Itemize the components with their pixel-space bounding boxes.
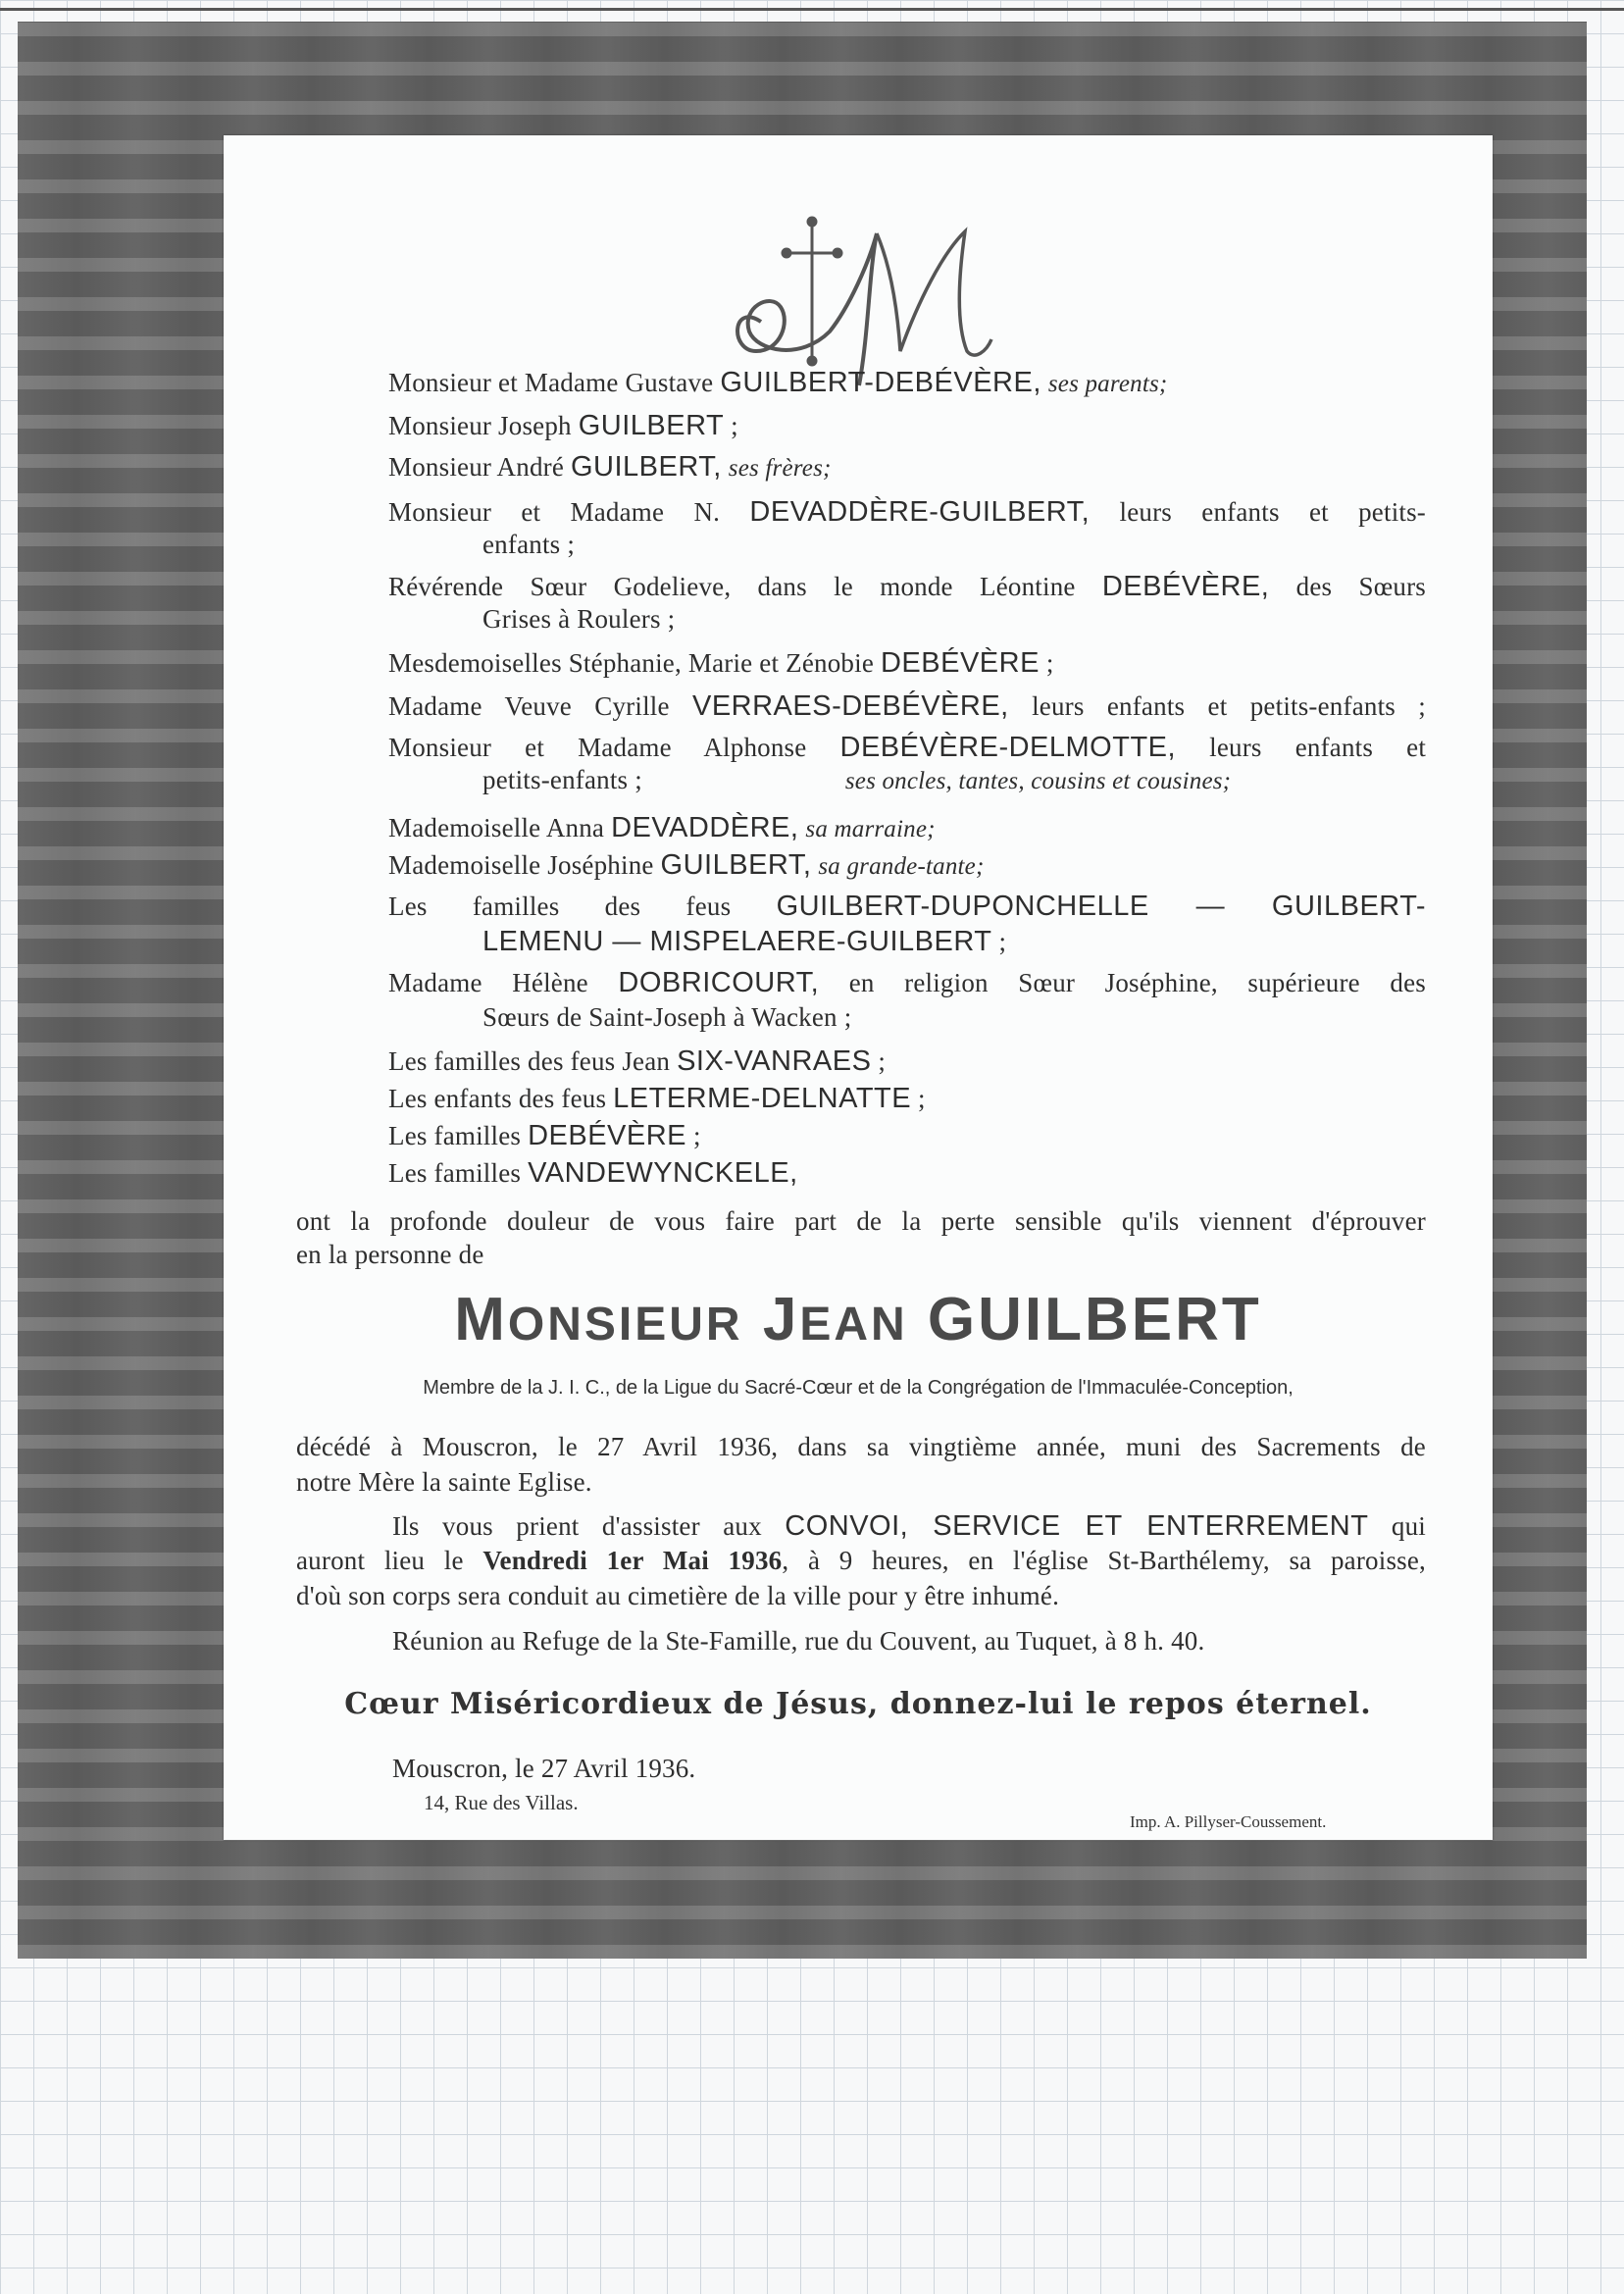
mourner-relation: sa grande-tante; xyxy=(818,853,985,880)
deceased-name: MONSIEUR JEAN GUILBERT xyxy=(454,1286,1262,1353)
mourner-line xyxy=(388,571,1426,603)
mourner-line xyxy=(482,765,1231,795)
mourner-relation: ; xyxy=(1045,648,1054,678)
mourner-given-name: Monsieur et Madame Gustave xyxy=(388,368,714,397)
closing-place-date: Mouscron, le 27 Avril 1936. xyxy=(392,1754,696,1783)
mourner-given-name: Mademoiselle Joséphine xyxy=(388,850,654,880)
mourner-family-name: VERRAES-DEBÉVÈRE, xyxy=(691,690,1009,722)
mourner-relation: ses frères; xyxy=(728,455,832,482)
mourner-family-name: GUILBERT-DUPONCHELLE — GUILBERT- xyxy=(776,891,1426,922)
mourner-given-name: Les familles xyxy=(388,1121,522,1150)
invite-line: d'où son corps sera conduit au cimetière de la ville pour y être inhumé. xyxy=(296,1581,1060,1610)
mourner-relation: sa marraine; xyxy=(805,816,936,842)
mourner-line xyxy=(388,732,1426,764)
mourner-relation: leurs enfants et xyxy=(1209,733,1427,762)
mourner-line xyxy=(388,690,1426,723)
mourner-family-name: DEBÉVÈRE xyxy=(528,1120,687,1151)
mourner-relation: ses oncles, tantes, cousins et cousines; xyxy=(844,768,1232,794)
mourner-given-name: Mesdemoiselles Stéphanie, Marie et Zénobie xyxy=(388,648,875,678)
mourner-line xyxy=(388,496,1426,529)
mourner-line xyxy=(388,1120,701,1152)
mourning-card xyxy=(224,135,1493,1840)
scan-top-rule xyxy=(0,8,1624,11)
mourner-given-name: Les enfants des feus xyxy=(388,1084,607,1113)
mourner-relation: ; xyxy=(918,1084,926,1113)
mourner-family-name: DEBÉVÈRE-DELMOTTE, xyxy=(839,732,1177,763)
prayer-line: Cœur Miséricordieux de Jésus, donnez-lui le repos éternel. xyxy=(344,1687,1372,1721)
invite-line: Ils vous prient d'assister aux CONVOI, SERVICE ET ENTERREMENT qui xyxy=(392,1510,1426,1542)
mourner-line xyxy=(482,1002,851,1033)
mourner-family-name: SIX-VANRAES xyxy=(677,1045,872,1077)
mourner-family-name: LETERME-DELNATTE xyxy=(613,1083,912,1114)
mourner-relation: ses parents; xyxy=(1047,371,1168,397)
mourner-family-name: DOBRICOURT, xyxy=(618,967,820,998)
mourner-given-name: Sœurs de Saint-Joseph à Wacken ; xyxy=(482,1002,852,1032)
mourner-relation: leurs enfants et petits-enfants ; xyxy=(1032,691,1427,721)
mourner-family-name: GUILBERT xyxy=(578,410,725,441)
announce-line: en la personne de xyxy=(296,1240,484,1269)
mourner-family-name: DEBÉVÈRE xyxy=(880,647,1040,679)
mourner-line xyxy=(388,1045,886,1078)
mourner-relation: leurs enfants et petits- xyxy=(1119,497,1426,527)
mourner-family-name: GUILBERT-DEBÉVÈRE, xyxy=(720,367,1041,398)
mourner-line xyxy=(388,1157,798,1190)
mourner-line xyxy=(388,891,1426,923)
announce-line: ont la profonde douleur de vous faire part de la perte sensible qu'ils viennent d'éprouver xyxy=(296,1206,1426,1236)
mourner-family-name: DEVADDÈRE-GUILBERT, xyxy=(749,496,1091,528)
mourner-relation: ; xyxy=(998,927,1007,956)
membership-line: Membre de la J. I. C., de la Ligue du Sacré-Cœur et de la Congrégation de l'Immaculée-Conception, xyxy=(423,1377,1294,1399)
mourner-given-name: Madame Hélène xyxy=(388,968,588,997)
cross-monogram-icon xyxy=(722,214,1006,390)
mourner-line xyxy=(388,451,832,484)
mourner-family-name: DEVADDÈRE, xyxy=(611,812,799,843)
mourner-relation: ; xyxy=(878,1046,887,1076)
mourner-line xyxy=(388,849,985,882)
mourner-line xyxy=(388,812,936,844)
mourner-family-name: GUILBERT, xyxy=(570,451,722,483)
closing-address: 14, Rue des Villas. xyxy=(424,1791,579,1814)
mourner-given-name: Monsieur et Madame N. xyxy=(388,497,721,527)
mourner-family-name: LEMENU — MISPELAERE-GUILBERT xyxy=(482,926,992,957)
mourner-relation: en religion Sœur Joséphine, supérieure des xyxy=(848,968,1426,997)
mourner-given-name: enfants ; xyxy=(482,530,576,559)
mourner-line xyxy=(388,967,1426,999)
mourner-given-name: Monsieur Joseph xyxy=(388,411,572,440)
mourner-family-name: GUILBERT, xyxy=(660,849,812,881)
mourner-line xyxy=(388,367,1167,399)
mourner-given-name: Les familles des feus xyxy=(388,892,732,921)
mourner-given-name: Les familles des feus Jean xyxy=(388,1046,671,1076)
mourner-relation: des Sœurs xyxy=(1295,572,1427,601)
mourner-family-name: VANDEWYNCKELE, xyxy=(528,1157,798,1189)
mourner-given-name: petits-enfants ; xyxy=(482,765,642,794)
mourner-relation: ; xyxy=(731,411,738,440)
death-line: décédé à Mouscron, le 27 Avril 1936, dans sa vingtième année, muni des Sacrements de xyxy=(296,1432,1426,1461)
mourner-given-name: Madame Veuve Cyrille xyxy=(388,691,670,721)
mourner-line xyxy=(388,410,738,442)
mourner-line xyxy=(482,926,1006,958)
mourner-given-name: Monsieur André xyxy=(388,452,565,482)
mourner-given-name: Mademoiselle Anna xyxy=(388,813,605,842)
mourner-given-name: Les familles xyxy=(388,1158,522,1188)
mourner-line xyxy=(482,604,675,635)
mourner-family-name: DEBÉVÈRE, xyxy=(1101,571,1270,602)
mourner-relation: ; xyxy=(692,1121,701,1150)
mourner-line xyxy=(388,1083,926,1115)
death-line: notre Mère la sainte Eglise. xyxy=(296,1467,592,1497)
invite-line: auront lieu le Vendredi 1er Mai 1936, à 9 heures, en l'église St-Barthélemy, sa paroisse, xyxy=(296,1546,1427,1575)
printer-credit: Imp. A. Pillyser-Coussement. xyxy=(1130,1812,1327,1831)
reunion-line: Réunion au Refuge de la Ste-Famille, rue du Couvent, au Tuquet, à 8 h. 40. xyxy=(392,1626,1205,1656)
mourner-line xyxy=(388,647,1054,680)
mourner-given-name: Révérende Sœur Godelieve, dans le monde Léontine xyxy=(388,572,1076,601)
mourner-given-name: Monsieur et Madame Alphonse xyxy=(388,733,807,762)
mourner-given-name: Grises à Roulers ; xyxy=(482,604,676,634)
mourner-line xyxy=(482,530,575,560)
